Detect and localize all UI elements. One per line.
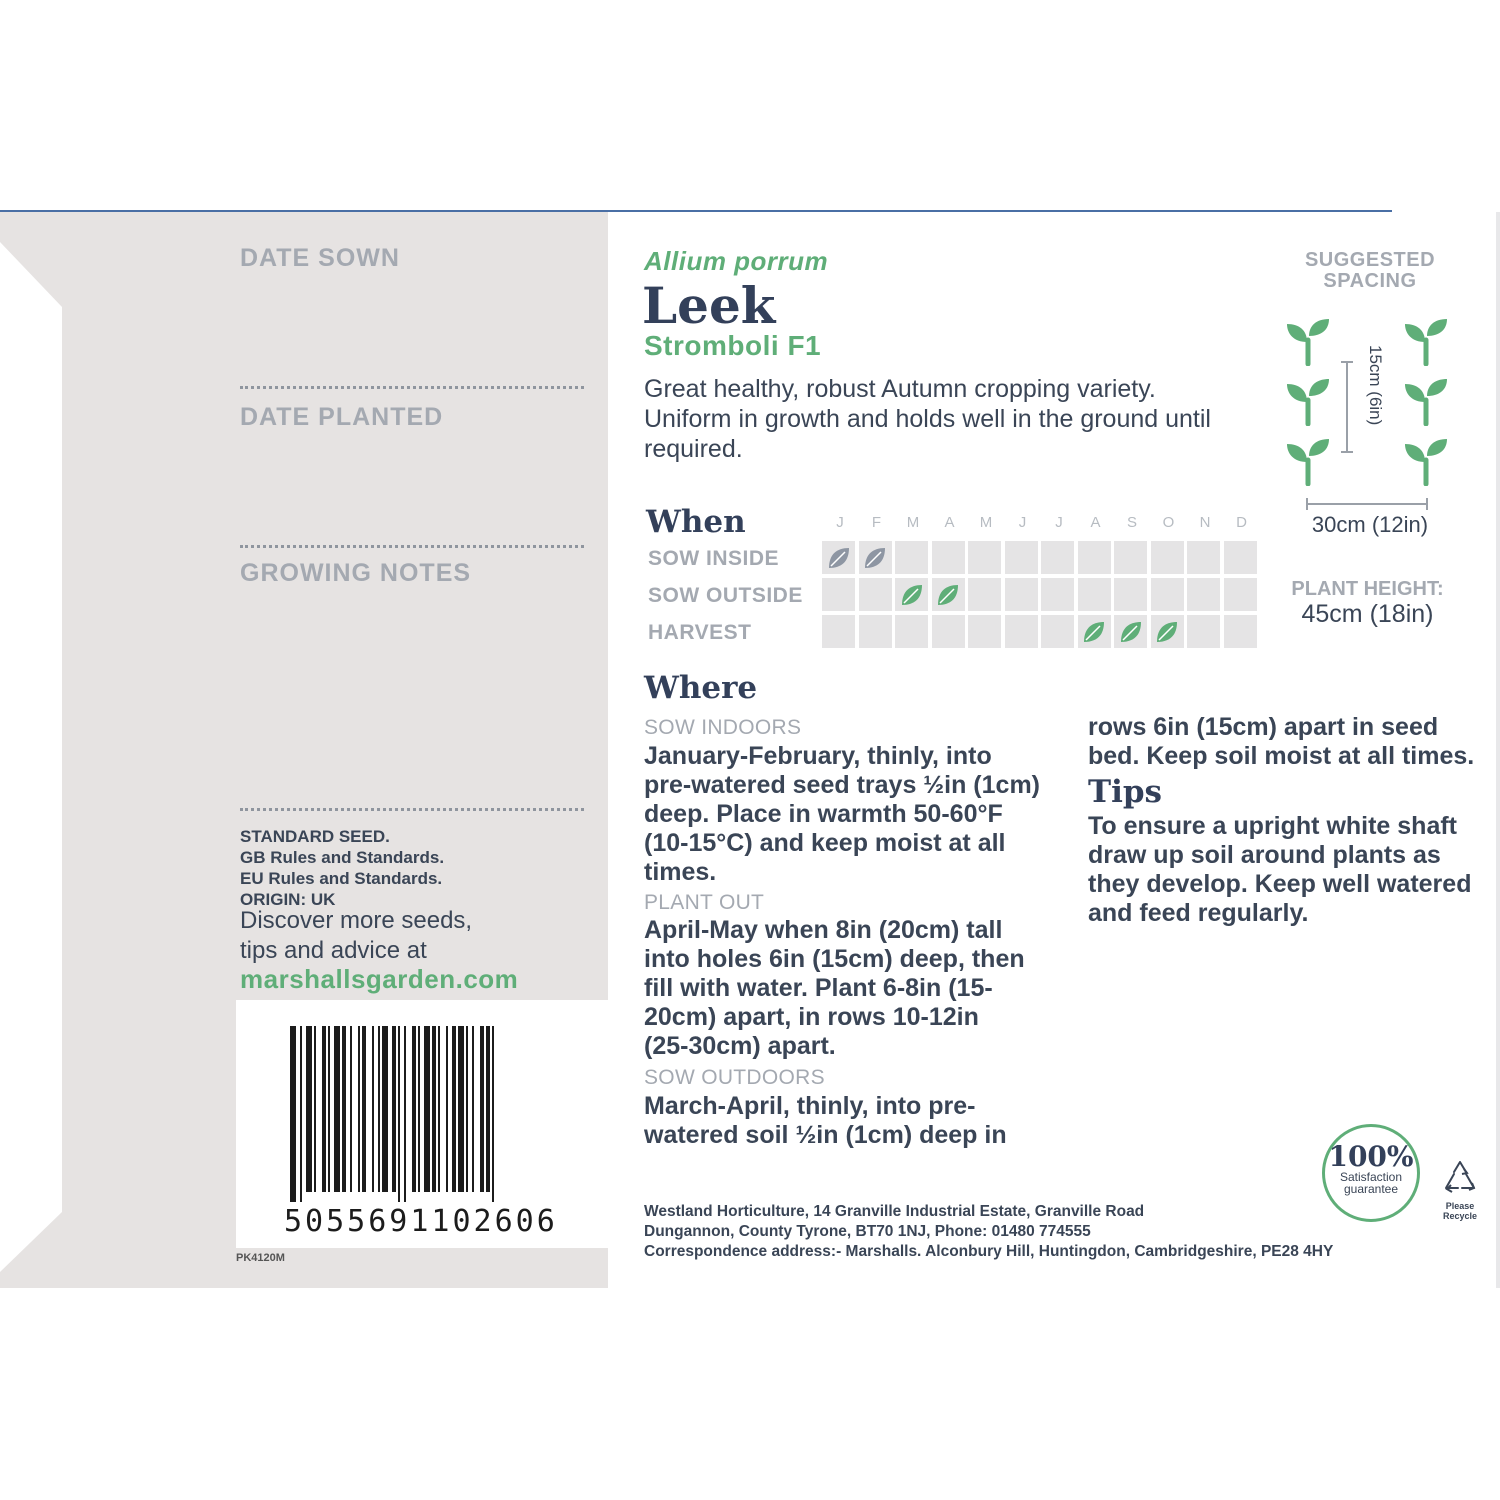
calendar-cell bbox=[1005, 615, 1038, 648]
barcode-bar bbox=[486, 1026, 490, 1192]
address-line: Westland Horticulture, 14 Granville Industrial Estate, Granville Road bbox=[644, 1203, 1145, 1220]
month-letter: D bbox=[1236, 514, 1247, 531]
barcode-bar bbox=[300, 1026, 302, 1202]
barcode-bar bbox=[314, 1026, 316, 1192]
calendar-cell bbox=[822, 615, 855, 648]
variety-name: Stromboli F1 bbox=[644, 330, 822, 361]
growing-notes-label: GROWING NOTES bbox=[240, 559, 472, 587]
calendar-cell bbox=[1005, 541, 1038, 574]
barcode-bar bbox=[404, 1026, 406, 1202]
month-letter: J bbox=[836, 514, 844, 531]
recycle-icon bbox=[1440, 1158, 1480, 1196]
calendar-cell bbox=[1151, 578, 1184, 611]
calendar-cell bbox=[1078, 578, 1111, 611]
calendar-cell bbox=[895, 615, 928, 648]
row-spacing: 30cm (12in) bbox=[1311, 512, 1429, 537]
address-line: Dungannon, County Tyrone, BT70 1NJ, Phone: 01480 774555 bbox=[644, 1223, 1091, 1240]
harvest-label: HARVEST bbox=[648, 621, 752, 644]
leaf-icon bbox=[859, 541, 892, 574]
sprout-icon bbox=[1402, 376, 1450, 426]
month-letter: A bbox=[1090, 514, 1101, 531]
barcode-bar bbox=[378, 1026, 380, 1192]
leaf-icon bbox=[1114, 615, 1147, 648]
calendar-cell bbox=[1224, 615, 1257, 648]
standard-line: EU Rules and Standards. bbox=[240, 869, 443, 888]
month-letter: S bbox=[1126, 514, 1137, 531]
badge-line: guarantee bbox=[1343, 1182, 1399, 1196]
spacing-title: SUGGESTED SPACING bbox=[1304, 249, 1436, 292]
recycle-line: Recycle bbox=[1442, 1211, 1478, 1221]
where-heading: Where bbox=[644, 670, 758, 706]
product-name: Leek bbox=[642, 276, 776, 335]
tips-text: To ensure a upright white shaft draw up soil around plants as they develop. Keep well watered and feed regularly. bbox=[1088, 812, 1472, 927]
plant-height-label: PLANT HEIGHT: bbox=[1291, 578, 1444, 600]
sprout-icon bbox=[1284, 436, 1332, 486]
calendar-cell bbox=[1224, 541, 1257, 574]
calendar-cell bbox=[968, 615, 1001, 648]
latin-name: Allium porrum bbox=[644, 246, 829, 276]
calendar-cell bbox=[1114, 578, 1147, 611]
month-letter: J bbox=[1018, 514, 1027, 531]
calendar-cell bbox=[1187, 615, 1220, 648]
barcode-bar bbox=[446, 1026, 448, 1192]
barcode-bar bbox=[342, 1026, 346, 1192]
barcode-bar bbox=[432, 1026, 436, 1192]
standard-line: STANDARD SEED. bbox=[240, 827, 390, 846]
standard-line: ORIGIN: UK bbox=[240, 890, 336, 909]
tips-heading: Tips bbox=[1088, 774, 1162, 810]
barcode-bar bbox=[306, 1026, 312, 1192]
month-letter: M bbox=[979, 514, 993, 531]
product-code: PK4120M bbox=[236, 1252, 285, 1264]
leaf-icon bbox=[932, 578, 965, 611]
barcode-bar bbox=[362, 1026, 366, 1192]
horizontal-measure-line bbox=[1305, 497, 1429, 511]
date-planted-label: DATE PLANTED bbox=[240, 403, 444, 431]
barcode-bar bbox=[372, 1026, 374, 1192]
calendar-cell bbox=[968, 541, 1001, 574]
calendar-cell bbox=[895, 541, 928, 574]
month-letter: J bbox=[1055, 514, 1063, 531]
barcode-bar bbox=[472, 1026, 474, 1192]
discover-text bbox=[240, 906, 472, 966]
barcode-bar bbox=[358, 1026, 360, 1192]
product-description: Great healthy, robust Autumn cropping variety. Uniform in growth and holds well in the ground until required. bbox=[644, 375, 1211, 463]
address-line: Correspondence address:- Marshalls. Alconbury Hill, Huntingdon, Cambridgeshire, PE28 4HY bbox=[644, 1243, 1334, 1260]
when-heading: When bbox=[646, 504, 746, 540]
leaf-icon bbox=[1078, 615, 1111, 648]
sow-outdoors-text-continued: rows 6in (15cm) apart in seed bed. Keep soil moist at all times. bbox=[1088, 713, 1475, 770]
satisfaction-badge bbox=[1322, 1124, 1420, 1222]
sprout-icon bbox=[1284, 316, 1332, 366]
calendar-cell bbox=[1041, 541, 1074, 574]
month-letter: O bbox=[1162, 514, 1175, 531]
calendar-cell bbox=[968, 578, 1001, 611]
calendar-cell bbox=[1151, 541, 1184, 574]
barcode-bar bbox=[334, 1026, 340, 1192]
barcode-bar bbox=[392, 1026, 396, 1192]
standard-line: GB Rules and Standards. bbox=[240, 848, 445, 867]
sprout-icon bbox=[1402, 436, 1450, 486]
sprout-icon bbox=[1284, 376, 1332, 426]
recycle-line: Please bbox=[1445, 1201, 1475, 1211]
leaf-icon bbox=[822, 541, 855, 574]
calendar-cell bbox=[932, 541, 965, 574]
calendar-cell bbox=[1078, 541, 1111, 574]
seed-standards bbox=[240, 826, 444, 910]
month-letter: F bbox=[871, 514, 882, 531]
calendar-cell bbox=[859, 615, 892, 648]
date-planted-line bbox=[240, 545, 584, 548]
plant-spacing: 15cm (6in) bbox=[1366, 345, 1385, 426]
barcode-bar bbox=[492, 1026, 494, 1202]
sow-indoors-label: SOW INDOORS bbox=[644, 716, 802, 739]
barcode-bars bbox=[288, 1026, 556, 1202]
sow-outdoors-text: March-April, thinly, into pre-watered soil ½in (1cm) deep in bbox=[644, 1092, 1007, 1149]
calendar-cell bbox=[1224, 578, 1257, 611]
plant-out-text: April-May when 8in (20cm) tall into holes 6in (15cm) deep, then fill with water. Plant 6-8in (15-20cm) apart, in rows 10-12in (25-30cm) apart. bbox=[644, 916, 1025, 1060]
company-address bbox=[644, 1202, 1333, 1262]
date-sown-label: DATE SOWN bbox=[240, 244, 400, 272]
barcode-bar bbox=[350, 1026, 352, 1192]
sow-outdoors-label: SOW OUTDOORS bbox=[644, 1066, 825, 1089]
barcode-bar bbox=[290, 1026, 296, 1202]
growing-notes-line bbox=[240, 808, 584, 811]
calendar-cell bbox=[1187, 578, 1220, 611]
month-letter: M bbox=[906, 514, 920, 531]
barcode-bar bbox=[480, 1026, 484, 1192]
barcode-bar bbox=[424, 1026, 430, 1192]
barcode-bar bbox=[328, 1026, 330, 1192]
barcode-number: 5055691102606 bbox=[284, 1204, 558, 1239]
date-sown-line bbox=[240, 386, 584, 389]
badge-percent: 100% bbox=[1328, 1140, 1414, 1173]
barcode-bar bbox=[418, 1026, 420, 1192]
calendar-cell bbox=[859, 578, 892, 611]
packet-flap-notch bbox=[0, 212, 62, 1288]
barcode-bar bbox=[466, 1026, 468, 1192]
calendar-cell bbox=[1114, 541, 1147, 574]
calendar-cell bbox=[1187, 541, 1220, 574]
calendar-cell bbox=[822, 578, 855, 611]
plant-height-value: 45cm (18in) bbox=[1301, 600, 1434, 628]
barcode-bar bbox=[398, 1026, 400, 1202]
barcode-bar bbox=[382, 1026, 388, 1192]
website-link[interactable]: marshallsgarden.com bbox=[240, 964, 519, 994]
badge-line: Satisfaction bbox=[1339, 1170, 1403, 1184]
month-letter: A bbox=[944, 514, 955, 531]
calendar-cell bbox=[1041, 578, 1074, 611]
sow-indoors-text: January-February, thinly, into pre-watered seed trays ½in (1cm) deep. Place in warmth 50-60°F (10-15°C) and keep moist at all times. bbox=[644, 742, 1040, 886]
month-letter: N bbox=[1199, 514, 1211, 531]
leaf-icon bbox=[1151, 615, 1184, 648]
barcode-bar bbox=[452, 1026, 456, 1192]
barcode-bar bbox=[458, 1026, 464, 1192]
sow-outside-label: SOW OUTSIDE bbox=[648, 584, 803, 607]
barcode-bar bbox=[412, 1026, 416, 1192]
calendar-cell bbox=[1041, 615, 1074, 648]
sow-inside-label: SOW INSIDE bbox=[648, 547, 780, 570]
barcode-bar bbox=[322, 1026, 326, 1192]
leaf-icon bbox=[895, 578, 928, 611]
sprout-icon bbox=[1402, 316, 1450, 366]
vertical-measure-line bbox=[1340, 360, 1354, 454]
calendar-cell bbox=[1005, 578, 1038, 611]
barcode-bar bbox=[438, 1026, 440, 1192]
discover-line: Discover more seeds, bbox=[240, 907, 473, 934]
packet-edge bbox=[1496, 212, 1500, 1288]
calendar-cell bbox=[932, 615, 965, 648]
discover-line: tips and advice at bbox=[240, 937, 427, 964]
recycle-mark bbox=[1436, 1158, 1484, 1221]
plant-out-label: PLANT OUT bbox=[644, 891, 765, 914]
